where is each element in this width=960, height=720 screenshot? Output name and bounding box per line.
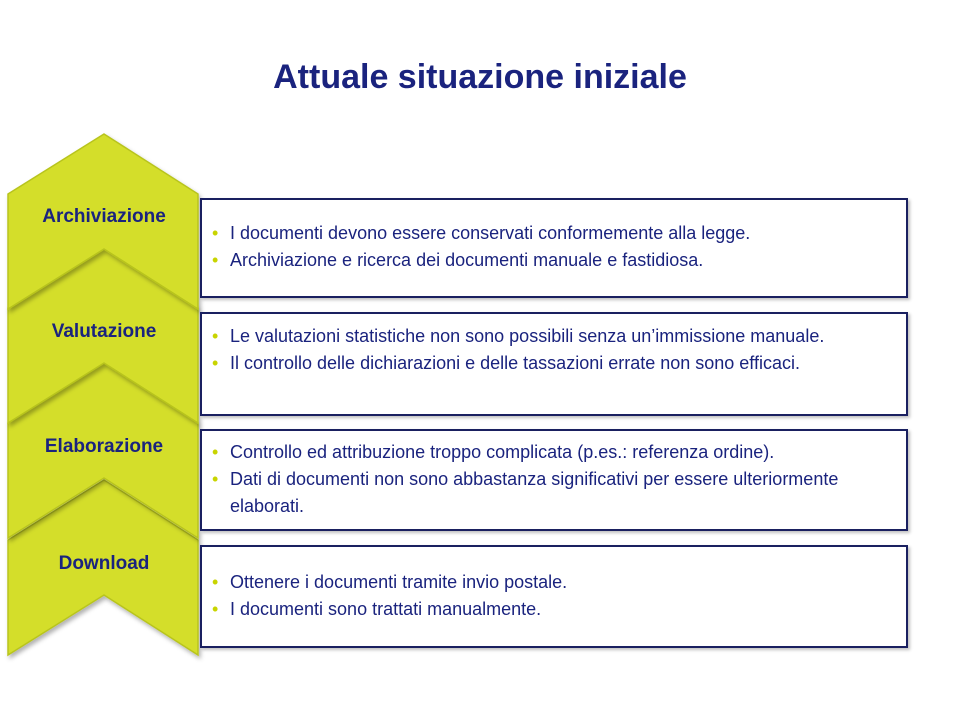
bullet-item: • I documenti devono essere conservati conformemente alla legge.: [202, 220, 906, 247]
description-box-valutazione: [200, 312, 908, 416]
page-title: Attuale situazione iniziale: [273, 58, 687, 96]
step-label-valutazione: Valutazione: [51, 321, 157, 342]
bullet-item: • I documenti sono trattati manualmente.: [202, 596, 906, 623]
bullet-item: • Il controllo delle dichiarazioni e delle tassazioni errate non sono efficaci.: [202, 350, 906, 377]
description-box-archiviazione: [200, 198, 908, 298]
bullet-item: • Controllo ed attribuzione troppo complicata (p.es.: referenza ordine).: [202, 439, 906, 466]
step-label-elaborazione: Elaborazione: [44, 436, 164, 457]
bullet-item: • Le valutazioni statistiche non sono possibili senza un’immissione manuale.: [202, 323, 906, 350]
bullet-item: • Ottenere i documenti tramite invio postale.: [202, 569, 906, 596]
bullet-item: • Dati di documenti non sono abbastanza significativi per essere ulteriormente elaborati.: [202, 466, 906, 520]
description-box-elaborazione: [200, 429, 908, 531]
step-label-download: Download: [58, 553, 150, 574]
step-label-archiviazione: Archiviazione: [42, 206, 166, 227]
description-box-download: [200, 545, 908, 648]
bullet-item: • Archiviazione e ricerca dei documenti manuale e fastidiosa.: [202, 247, 906, 274]
